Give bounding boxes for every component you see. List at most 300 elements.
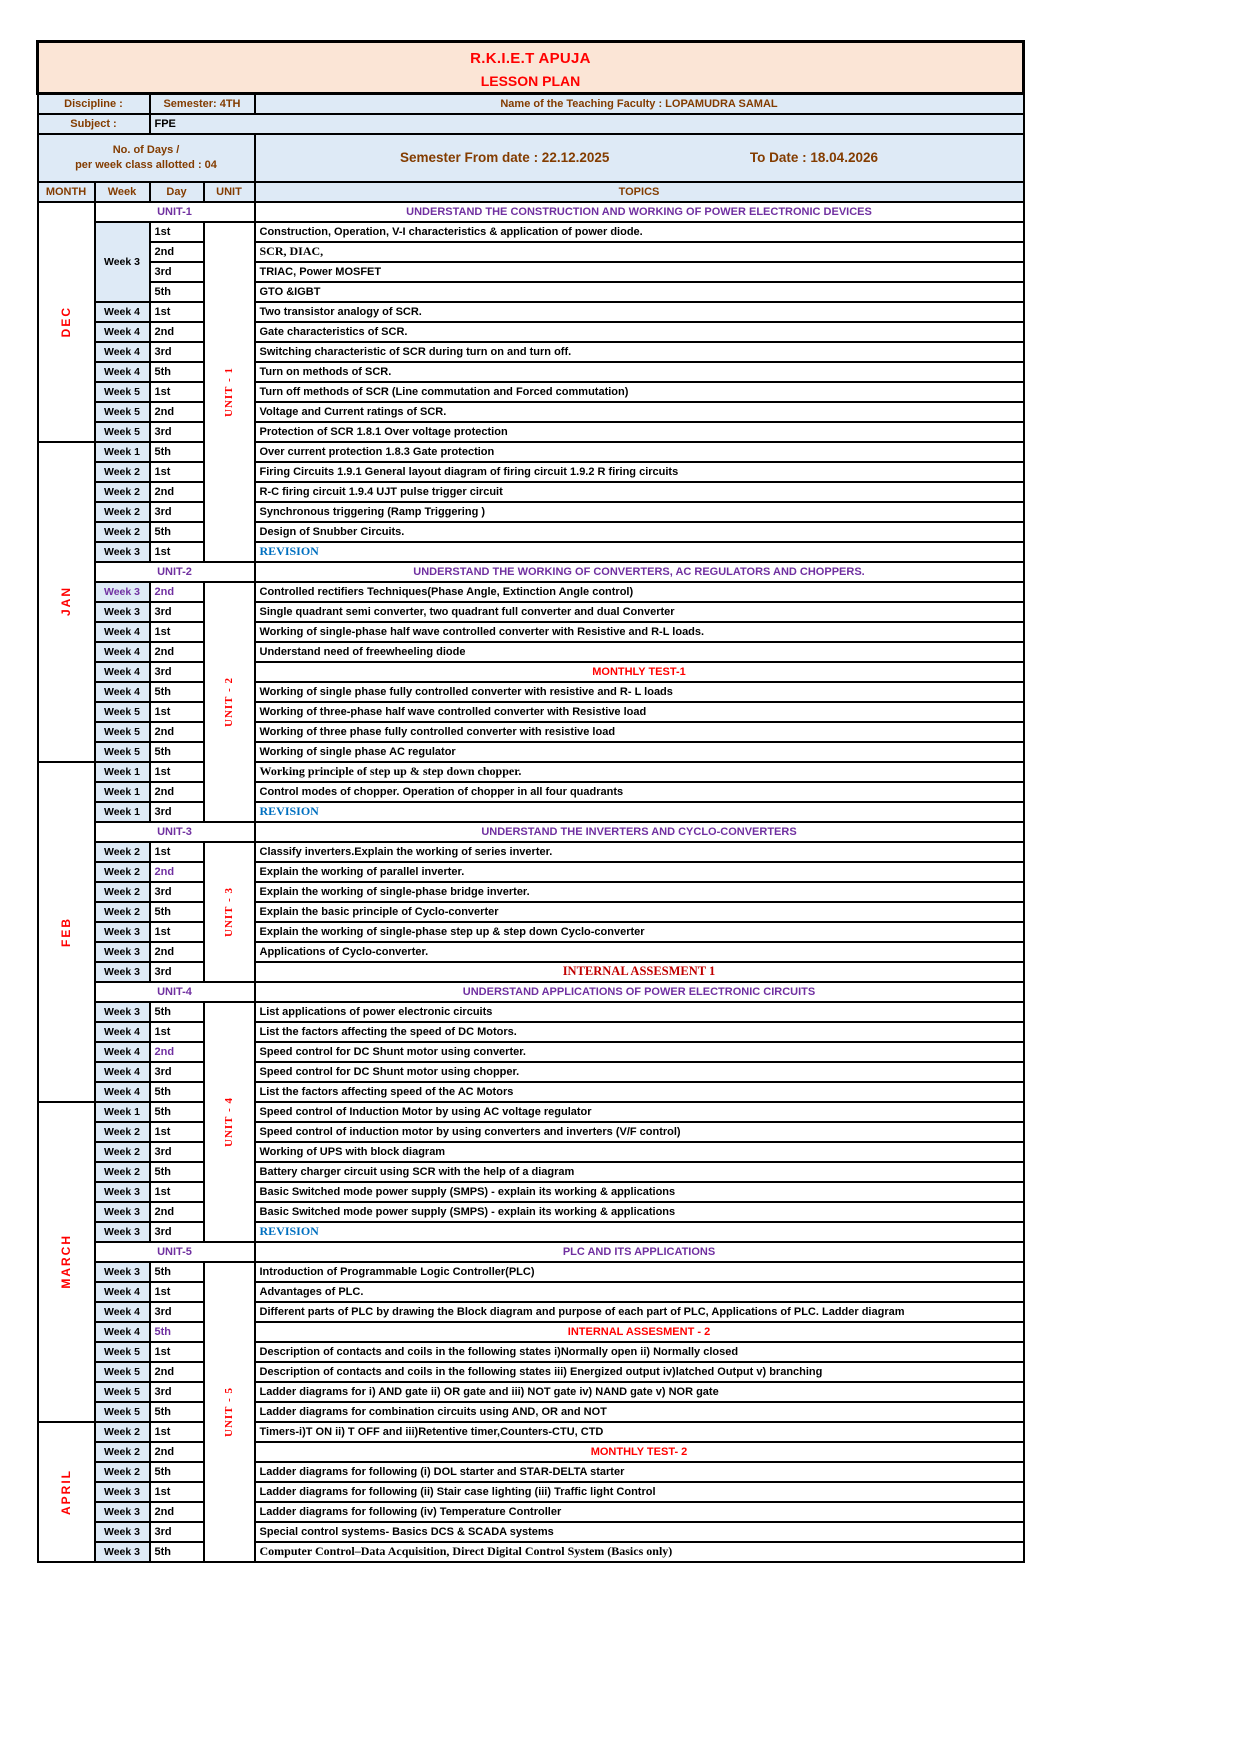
day-cell: 1st (150, 622, 204, 642)
week-cell: Week 3 (95, 942, 150, 962)
schedule-row (38, 362, 1024, 382)
day-cell: 5th (150, 1542, 204, 1562)
schedule-row (38, 1502, 1024, 1522)
subject-value: FPE (150, 114, 1024, 134)
day-cell: 1st (150, 542, 204, 562)
topic-cell: Explain the working of parallel inverter. (255, 862, 1024, 882)
unit-header-label: UNIT-1 (95, 202, 255, 222)
unit-span-cell (204, 842, 255, 982)
schedule-row (38, 1182, 1024, 1202)
week-cell: Week 2 (95, 482, 150, 502)
day-cell: 3rd (150, 262, 204, 282)
day-cell: 1st (150, 222, 204, 242)
day-cell: 5th (150, 1102, 204, 1122)
schedule-row (38, 482, 1024, 502)
title-band (38, 42, 1024, 94)
week-cell: Week 5 (95, 702, 150, 722)
day-cell: 3rd (150, 502, 204, 522)
week-cell: Week 3 (95, 1542, 150, 1562)
week-cell: Week 4 (95, 322, 150, 342)
day-cell: 5th (150, 1002, 204, 1022)
topic-cell: Basic Switched mode power supply (SMPS) - explain its working & applications (255, 1182, 1024, 1202)
unit-header-row (38, 202, 1024, 222)
day-cell: 5th (150, 682, 204, 702)
week-cell: Week 3 (95, 222, 150, 302)
week-cell: Week 5 (95, 382, 150, 402)
topic-cell: Ladder diagrams for following (i) DOL starter and STAR-DELTA starter (255, 1462, 1024, 1482)
topic-cell: Speed control of Induction Motor by using AC voltage regulator (255, 1102, 1024, 1122)
topic-cell: List the factors affecting the speed of DC Motors. (255, 1022, 1024, 1042)
day-cell: 2nd (150, 642, 204, 662)
unit-header-row (38, 822, 1024, 842)
week-cell: Week 4 (95, 1282, 150, 1302)
schedule-row (38, 1142, 1024, 1162)
topic-cell: INTERNAL ASSESMENT 1 (255, 962, 1024, 982)
unit-span-cell (204, 1002, 255, 1242)
schedule-row (38, 662, 1024, 682)
week-cell: Week 5 (95, 402, 150, 422)
month-cell (38, 202, 95, 442)
month-cell (38, 1422, 95, 1562)
day-cell: 1st (150, 842, 204, 862)
schedule-row (38, 1062, 1024, 1082)
day-cell: 3rd (150, 1522, 204, 1542)
week-cell: Week 1 (95, 782, 150, 802)
schedule-row (38, 1002, 1024, 1022)
topic-cell: MONTHLY TEST- 2 (255, 1442, 1024, 1462)
day-cell: 1st (150, 1422, 204, 1442)
day-cell: 5th (150, 1322, 204, 1342)
week-cell: Week 4 (95, 1022, 150, 1042)
unit-header-row (38, 562, 1024, 582)
topic-cell: Working of single phase fully controlled converter with resistive and R- L loads (255, 682, 1024, 702)
col-header-topics: TOPICS (255, 182, 1024, 202)
day-cell: 5th (150, 902, 204, 922)
schedule-row (38, 1222, 1024, 1242)
topic-cell: Advantages of PLC. (255, 1282, 1024, 1302)
topic-cell: Working principle of step up & step down chopper. (255, 762, 1024, 782)
topic-cell: Design of Snubber Circuits. (255, 522, 1024, 542)
topic-cell: REVISION (255, 1222, 1024, 1242)
lesson-plan-table (36, 40, 1025, 1563)
schedule-row (38, 1162, 1024, 1182)
day-cell: 5th (150, 1262, 204, 1282)
week-cell: Week 4 (95, 342, 150, 362)
week-cell: Week 2 (95, 1122, 150, 1142)
schedule-row (38, 1262, 1024, 1282)
week-cell: Week 3 (95, 602, 150, 622)
month-label: DEC (59, 305, 73, 338)
topic-cell: Working of three-phase half wave controlled converter with Resistive load (255, 702, 1024, 722)
day-cell: 5th (150, 1402, 204, 1422)
topic-cell: Working of single-phase half wave controlled converter with Resistive and R-L loads. (255, 622, 1024, 642)
unit-rotated-label: UNIT - 5 (223, 1386, 235, 1437)
day-cell: 2nd (150, 1202, 204, 1222)
faculty-name: Name of the Teaching Faculty : LOPAMUDRA SAMAL (255, 94, 1024, 114)
week-cell: Week 2 (95, 902, 150, 922)
schedule-row (38, 762, 1024, 782)
day-cell: 2nd (150, 1362, 204, 1382)
topic-cell: Gate characteristics of SCR. (255, 322, 1024, 342)
week-cell: Week 3 (95, 582, 150, 602)
schedule-row (38, 242, 1024, 262)
title-cell (38, 42, 1024, 94)
day-cell: 1st (150, 922, 204, 942)
col-header-week: Week (95, 182, 150, 202)
topic-cell: Ladder diagrams for combination circuits using AND, OR and NOT (255, 1402, 1024, 1422)
month-label: APRIL (59, 1468, 73, 1515)
schedule-row (38, 1322, 1024, 1342)
day-cell: 2nd (150, 1502, 204, 1522)
unit-header-title: PLC AND ITS APPLICATIONS (255, 1242, 1024, 1262)
schedule-row (38, 1342, 1024, 1362)
schedule-row (38, 862, 1024, 882)
week-cell: Week 3 (95, 1522, 150, 1542)
schedule-row (38, 642, 1024, 662)
schedule-row (38, 1542, 1024, 1562)
schedule-row (38, 262, 1024, 282)
week-cell: Week 2 (95, 862, 150, 882)
day-cell: 2nd (150, 782, 204, 802)
topic-cell: Control modes of chopper. Operation of chopper in all four quadrants (255, 782, 1024, 802)
unit-rotated-label: UNIT - 2 (223, 676, 235, 727)
schedule-row (38, 422, 1024, 442)
day-cell: 3rd (150, 602, 204, 622)
schedule-row (38, 1442, 1024, 1462)
week-cell: Week 1 (95, 1102, 150, 1122)
discipline-row (38, 94, 1024, 114)
topic-cell: REVISION (255, 542, 1024, 562)
topic-cell: Timers-i)T ON ii) T OFF and iii)Retentive timer,Counters-CTU, CTD (255, 1422, 1024, 1442)
topic-cell: Ladder diagrams for following (iv) Temperature Controller (255, 1502, 1024, 1522)
schedule-row (38, 342, 1024, 362)
day-cell: 1st (150, 1182, 204, 1202)
day-cell: 5th (150, 1462, 204, 1482)
week-cell: Week 4 (95, 622, 150, 642)
week-cell: Week 2 (95, 1422, 150, 1442)
col-header-unit: UNIT (204, 182, 255, 202)
day-cell: 1st (150, 302, 204, 322)
schedule-row (38, 1362, 1024, 1382)
unit-header-row (38, 982, 1024, 1002)
day-cell: 3rd (150, 802, 204, 822)
month-label: MARCH (59, 1234, 73, 1289)
topic-cell: Firing Circuits 1.9.1 General layout diagram of firing circuit 1.9.2 R firing circuits (255, 462, 1024, 482)
topic-cell: GTO &IGBT (255, 282, 1024, 302)
week-cell: Week 3 (95, 1202, 150, 1222)
week-cell: Week 3 (95, 922, 150, 942)
days-allotted (38, 134, 255, 182)
topic-cell: Understand need of freewheeling diode (255, 642, 1024, 662)
schedule-row (38, 802, 1024, 822)
schedule-row (38, 1302, 1024, 1322)
week-cell: Week 5 (95, 742, 150, 762)
week-cell: Week 4 (95, 662, 150, 682)
schedule-row (38, 582, 1024, 602)
unit-header-title: UNDERSTAND APPLICATIONS OF POWER ELECTRONIC CIRCUITS (255, 982, 1024, 1002)
week-cell: Week 3 (95, 1482, 150, 1502)
month-label: JAN (59, 586, 73, 617)
day-cell: 1st (150, 702, 204, 722)
topic-cell: Voltage and Current ratings of SCR. (255, 402, 1024, 422)
day-cell: 3rd (150, 1302, 204, 1322)
topic-cell: Applications of Cyclo-converter. (255, 942, 1024, 962)
column-header-row (38, 182, 1024, 202)
topic-cell: Synchronous triggering (Ramp Triggering ) (255, 502, 1024, 522)
schedule-row (38, 382, 1024, 402)
unit-header-title: UNDERSTAND THE INVERTERS AND CYCLO-CONVERTERS (255, 822, 1024, 842)
topic-cell: Over current protection 1.8.3 Gate protection (255, 442, 1024, 462)
schedule-grid (38, 202, 1024, 1562)
unit-header-label: UNIT-3 (95, 822, 255, 842)
schedule-row (38, 682, 1024, 702)
day-cell: 1st (150, 1342, 204, 1362)
day-cell: 3rd (150, 882, 204, 902)
day-cell: 2nd (150, 942, 204, 962)
schedule-row (38, 1282, 1024, 1302)
week-cell: Week 3 (95, 1182, 150, 1202)
topic-cell: Working of UPS with block diagram (255, 1142, 1024, 1162)
day-cell: 2nd (150, 482, 204, 502)
day-cell: 3rd (150, 1142, 204, 1162)
topic-cell: MONTHLY TEST-1 (255, 662, 1024, 682)
topic-cell: Description of contacts and coils in the following states iii) Energized output iv)latched Output v) branching (255, 1362, 1024, 1382)
schedule-row (38, 522, 1024, 542)
schedule-row (38, 942, 1024, 962)
schedule-row (38, 542, 1024, 562)
topic-cell: Explain the working of single-phase step up & step down Cyclo-converter (255, 922, 1024, 942)
semester-dates (255, 134, 1024, 182)
schedule-row (38, 442, 1024, 462)
day-cell: 2nd (150, 1042, 204, 1062)
schedule-row (38, 742, 1024, 762)
week-cell: Week 2 (95, 1142, 150, 1162)
schedule-row (38, 782, 1024, 802)
topic-cell: Speed control for DC Shunt motor using converter. (255, 1042, 1024, 1062)
schedule-row (38, 222, 1024, 242)
unit-rotated-label: UNIT - 4 (223, 1096, 235, 1147)
topic-cell: Ladder diagrams for following (ii) Stair case lighting (iii) Traffic light Control (255, 1482, 1024, 1502)
day-cell: 1st (150, 1022, 204, 1042)
topic-cell: Speed control for DC Shunt motor using chopper. (255, 1062, 1024, 1082)
schedule-row (38, 502, 1024, 522)
day-cell: 5th (150, 362, 204, 382)
col-header-month: MONTH (38, 182, 95, 202)
schedule-row (38, 922, 1024, 942)
subject-row (38, 114, 1024, 134)
schedule-row (38, 1202, 1024, 1222)
week-cell: Week 4 (95, 1322, 150, 1342)
day-cell: 3rd (150, 962, 204, 982)
day-cell: 3rd (150, 1222, 204, 1242)
col-header-day: Day (150, 182, 204, 202)
day-cell: 1st (150, 1482, 204, 1502)
week-cell: Week 3 (95, 1262, 150, 1282)
week-cell: Week 1 (95, 442, 150, 462)
topic-cell: INTERNAL ASSESMENT - 2 (255, 1322, 1024, 1342)
unit-header-row (38, 1242, 1024, 1262)
day-cell: 3rd (150, 1062, 204, 1082)
day-cell: 2nd (150, 722, 204, 742)
institute-name: R.K.I.E.T APUJA (470, 49, 591, 67)
week-cell: Week 2 (95, 842, 150, 862)
topic-cell: Introduction of Programmable Logic Controller(PLC) (255, 1262, 1024, 1282)
schedule-row (38, 1522, 1024, 1542)
week-cell: Week 5 (95, 1382, 150, 1402)
days-row (38, 134, 1024, 182)
day-cell: 3rd (150, 342, 204, 362)
topic-cell: Working of single phase AC regulator (255, 742, 1024, 762)
schedule-row (38, 842, 1024, 862)
unit-span-cell (204, 222, 255, 562)
day-cell: 1st (150, 1282, 204, 1302)
day-cell: 5th (150, 522, 204, 542)
week-cell: Week 2 (95, 882, 150, 902)
topic-cell: Protection of SCR 1.8.1 Over voltage protection (255, 422, 1024, 442)
month-cell (38, 762, 95, 1102)
week-cell: Week 4 (95, 1302, 150, 1322)
schedule-row (38, 1082, 1024, 1102)
topic-cell: Computer Control–Data Acquisition, Direct Digital Control System (Basics only) (255, 1542, 1024, 1562)
days-line2: per week class allotted : 04 (75, 158, 217, 171)
day-cell: 5th (150, 1082, 204, 1102)
unit-header-title: UNDERSTAND THE CONSTRUCTION AND WORKING OF POWER ELECTRONIC DEVICES (255, 202, 1024, 222)
week-cell: Week 4 (95, 1062, 150, 1082)
day-cell: 1st (150, 762, 204, 782)
day-cell: 2nd (150, 402, 204, 422)
week-cell: Week 3 (95, 962, 150, 982)
topic-cell: Turn on methods of SCR. (255, 362, 1024, 382)
schedule-row (38, 1102, 1024, 1122)
day-cell: 5th (150, 742, 204, 762)
topic-cell: TRIAC, Power MOSFET (255, 262, 1024, 282)
days-line1: No. of Days / (112, 143, 180, 156)
day-cell: 1st (150, 462, 204, 482)
schedule-row (38, 402, 1024, 422)
schedule-row (38, 1122, 1024, 1142)
week-cell: Week 4 (95, 362, 150, 382)
semester-from-date: Semester From date : 22.12.2025 (400, 150, 610, 165)
unit-span-cell (204, 582, 255, 822)
day-cell: 2nd (150, 1442, 204, 1462)
week-cell: Week 4 (95, 302, 150, 322)
day-cell: 2nd (150, 582, 204, 602)
topic-cell: Description of contacts and coils in the following states i)Normally open ii) Normally closed (255, 1342, 1024, 1362)
week-cell: Week 5 (95, 1362, 150, 1382)
schedule-row (38, 1402, 1024, 1422)
topic-cell: Battery charger circuit using SCR with the help of a diagram (255, 1162, 1024, 1182)
week-cell: Week 3 (95, 1002, 150, 1022)
schedule-row (38, 1422, 1024, 1442)
topic-cell: Different parts of PLC by drawing the Block diagram and purpose of each part of PLC, Applications of PLC. Ladder diagram (255, 1302, 1024, 1322)
week-cell: Week 5 (95, 1402, 150, 1422)
unit-header-label: UNIT-5 (95, 1242, 255, 1262)
month-cell (38, 1102, 95, 1422)
topic-cell: Switching characteristic of SCR during turn on and turn off. (255, 342, 1024, 362)
semester-to-date: To Date : 18.04.2026 (749, 150, 878, 165)
day-cell: 2nd (150, 862, 204, 882)
week-cell: Week 2 (95, 1442, 150, 1462)
month-label: FEB (59, 916, 73, 947)
unit-header-label: UNIT-4 (95, 982, 255, 1002)
topic-cell: Working of three phase fully controlled converter with resistive load (255, 722, 1024, 742)
schedule-row (38, 1382, 1024, 1402)
schedule-row (38, 882, 1024, 902)
topic-cell: Two transistor analogy of SCR. (255, 302, 1024, 322)
day-cell: 2nd (150, 322, 204, 342)
schedule-row (38, 602, 1024, 622)
week-cell: Week 3 (95, 1222, 150, 1242)
topic-cell: Basic Switched mode power supply (SMPS) - explain its working & applications (255, 1202, 1024, 1222)
topic-cell: Controlled rectifiers Techniques(Phase Angle, Extinction Angle control) (255, 582, 1024, 602)
lesson-plan-sheet (36, 40, 1022, 1563)
week-cell: Week 5 (95, 1342, 150, 1362)
topic-cell: Ladder diagrams for i) AND gate ii) OR gate and iii) NOT gate iv) NAND gate v) NOR gate (255, 1382, 1024, 1402)
week-cell: Week 4 (95, 1042, 150, 1062)
topic-cell: Classify inverters.Explain the working of series inverter. (255, 842, 1024, 862)
topic-cell: Turn off methods of SCR (Line commutation and Forced commutation) (255, 382, 1024, 402)
day-cell: 1st (150, 1122, 204, 1142)
topic-cell: List applications of power electronic circuits (255, 1002, 1024, 1022)
week-cell: Week 5 (95, 422, 150, 442)
week-cell: Week 5 (95, 722, 150, 742)
week-cell: Week 1 (95, 802, 150, 822)
topic-cell: Special control systems- Basics DCS & SCADA systems (255, 1522, 1024, 1542)
schedule-row (38, 962, 1024, 982)
topic-cell: Explain the working of single-phase bridge inverter. (255, 882, 1024, 902)
schedule-row (38, 282, 1024, 302)
unit-rotated-label: UNIT - 3 (223, 886, 235, 937)
topic-cell: List the factors affecting speed of the AC Motors (255, 1082, 1024, 1102)
unit-header-label: UNIT-2 (95, 562, 255, 582)
day-cell: 5th (150, 442, 204, 462)
schedule-row (38, 322, 1024, 342)
unit-header-title: UNDERSTAND THE WORKING OF CONVERTERS, AC REGULATORS AND CHOPPERS. (255, 562, 1024, 582)
day-cell: 5th (150, 1162, 204, 1182)
topic-cell: REVISION (255, 802, 1024, 822)
unit-span-cell (204, 1262, 255, 1562)
topic-cell: SCR, DIAC, (255, 242, 1024, 262)
week-cell: Week 2 (95, 462, 150, 482)
day-cell: 3rd (150, 422, 204, 442)
week-cell: Week 3 (95, 1502, 150, 1522)
week-cell: Week 4 (95, 642, 150, 662)
week-cell: Week 2 (95, 1462, 150, 1482)
topic-cell: Speed control of induction motor by using converters and inverters (V/F control) (255, 1122, 1024, 1142)
week-cell: Week 3 (95, 542, 150, 562)
schedule-row (38, 302, 1024, 322)
schedule-row (38, 702, 1024, 722)
discipline-label: Discipline : (38, 94, 150, 114)
topic-cell: R-C firing circuit 1.9.4 UJT pulse trigger circuit (255, 482, 1024, 502)
schedule-row (38, 1462, 1024, 1482)
month-cell (38, 442, 95, 762)
week-cell: Week 2 (95, 1162, 150, 1182)
schedule-row (38, 722, 1024, 742)
schedule-row (38, 1482, 1024, 1502)
unit-rotated-label: UNIT - 1 (223, 366, 235, 417)
semester-value: Semester: 4TH (150, 94, 255, 114)
week-cell: Week 4 (95, 682, 150, 702)
schedule-row (38, 462, 1024, 482)
day-cell: 3rd (150, 662, 204, 682)
schedule-row (38, 622, 1024, 642)
schedule-row (38, 902, 1024, 922)
day-cell: 1st (150, 382, 204, 402)
week-cell: Week 1 (95, 762, 150, 782)
schedule-row (38, 1042, 1024, 1062)
schedule-row (38, 1022, 1024, 1042)
